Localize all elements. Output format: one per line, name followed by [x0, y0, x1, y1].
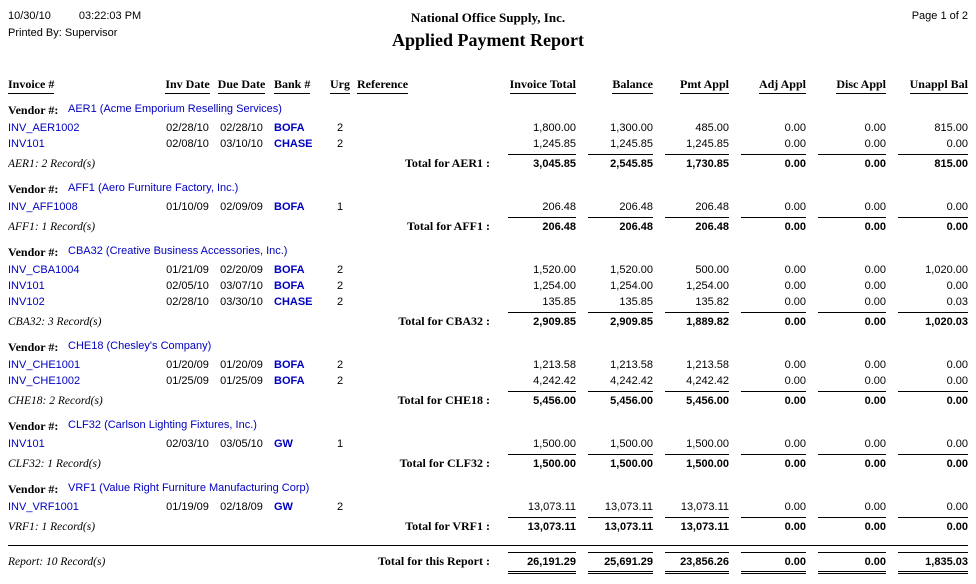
- invoice-number-link[interactable]: INV101: [8, 138, 45, 150]
- bank-link[interactable]: BOFA: [274, 359, 305, 371]
- report-total-invoice-total: 26,191.29: [508, 552, 576, 574]
- total-balance: 5,456.00: [588, 391, 653, 409]
- vendor-number-label: Vendor #:: [8, 419, 59, 433]
- group-total-label: Total for CHE18 :: [397, 393, 490, 407]
- urgency: 2: [336, 501, 344, 513]
- adj-appl: 0.00: [784, 138, 806, 150]
- adj-appl: 0.00: [784, 201, 806, 213]
- disc-appl: 0.00: [864, 264, 886, 276]
- vendor-name-link[interactable]: CLF32 (Carlson Lighting Fixtures, Inc.): [68, 419, 257, 431]
- inv-date: 02/03/10: [166, 438, 209, 450]
- pmt-appl: 1,500.00: [686, 438, 729, 450]
- unappl-bal: 0.00: [946, 375, 968, 387]
- unappl-bal: 0.00: [946, 501, 968, 513]
- total-pmt-appl: 13,073.11: [665, 517, 729, 535]
- urgency: 1: [336, 438, 344, 450]
- vendor-number-label: Vendor #:: [8, 245, 59, 259]
- invoice-number-link[interactable]: INV_AER1002: [8, 122, 80, 134]
- due-date: 01/20/09: [220, 359, 263, 371]
- total-adj-appl: 0.00: [741, 517, 806, 535]
- disc-appl: 0.00: [864, 138, 886, 150]
- col-disc-appl: Disc Appl: [836, 77, 886, 94]
- vendor-name-link[interactable]: AFF1 (Aero Furniture Factory, Inc.): [68, 182, 239, 194]
- due-date: 02/28/10: [220, 122, 263, 134]
- pmt-appl: 206.48: [695, 201, 729, 213]
- report-total-row: [8, 552, 968, 574]
- vendor-row: [8, 482, 968, 497]
- inv-date: 02/08/10: [166, 138, 209, 150]
- col-invoice-number: Invoice #: [8, 77, 54, 94]
- col-inv-date: Inv Date: [165, 77, 209, 94]
- invoice-total: 1,520.00: [533, 264, 576, 276]
- adj-appl: 0.00: [784, 375, 806, 387]
- col-invoice-total: Invoice Total: [510, 77, 576, 94]
- vendor-group: [8, 245, 968, 330]
- total-unappl-bal: 0.00: [898, 217, 968, 235]
- total-invoice-total: 3,045.85: [508, 154, 576, 172]
- report-total-label: Total for this Report :: [378, 554, 490, 568]
- pmt-appl: 4,242.42: [686, 375, 729, 387]
- pmt-appl: 500.00: [695, 264, 729, 276]
- footer-divider: [8, 545, 968, 546]
- vendor-name-link[interactable]: AER1 (Acme Emporium Reselling Services): [68, 103, 282, 115]
- report-total-adj-appl: 0.00: [741, 552, 806, 574]
- report-total-disc-appl: 0.00: [818, 552, 886, 574]
- group-total-row: [8, 517, 968, 535]
- col-balance: Balance: [612, 77, 653, 94]
- due-date: 03/30/10: [220, 296, 263, 308]
- vendor-group: [8, 419, 968, 472]
- adj-appl: 0.00: [784, 280, 806, 292]
- bank-link[interactable]: CHASE: [274, 138, 313, 150]
- invoice-row: [8, 200, 968, 216]
- total-disc-appl: 0.00: [818, 154, 886, 172]
- invoice-number-link[interactable]: INV101: [8, 280, 45, 292]
- total-adj-appl: 0.00: [741, 217, 806, 235]
- due-date: 02/20/09: [220, 264, 263, 276]
- inv-date: 01/25/09: [166, 375, 209, 387]
- total-adj-appl: 0.00: [741, 312, 806, 330]
- group-total-row: [8, 154, 968, 172]
- balance: 1,254.00: [610, 280, 653, 292]
- total-pmt-appl: 1,500.00: [665, 454, 729, 472]
- printed-by: Printed By: Supervisor: [8, 27, 118, 39]
- balance: 4,242.42: [610, 375, 653, 387]
- group-total-row: [8, 391, 968, 409]
- total-balance: 2,545.85: [588, 154, 653, 172]
- print-time: 03:22:03 PM: [78, 10, 142, 22]
- pmt-appl: 1,254.00: [686, 280, 729, 292]
- balance: 1,300.00: [610, 122, 653, 134]
- report-total-unappl-bal: 1,835.03: [898, 552, 968, 574]
- group-record-count: CLF32: 1 Record(s): [8, 458, 101, 470]
- invoice-total: 1,213.58: [533, 359, 576, 371]
- group-total-row: [8, 312, 968, 330]
- due-date: 02/09/09: [220, 201, 263, 213]
- col-bank-number: Bank #: [274, 77, 310, 94]
- total-pmt-appl: 5,456.00: [665, 391, 729, 409]
- vendor-name-link[interactable]: CHE18 (Chesley's Company): [68, 340, 212, 352]
- vendor-number-label: Vendor #:: [8, 340, 59, 354]
- report-total-pmt-appl: 23,856.26: [665, 552, 729, 574]
- disc-appl: 0.00: [864, 201, 886, 213]
- bank-link[interactable]: BOFA: [274, 280, 305, 292]
- disc-appl: 0.00: [864, 296, 886, 308]
- bank-link[interactable]: BOFA: [274, 122, 305, 134]
- total-adj-appl: 0.00: [741, 154, 806, 172]
- unappl-bal: 0.00: [946, 438, 968, 450]
- bank-link[interactable]: BOFA: [274, 201, 305, 213]
- bank-link[interactable]: BOFA: [274, 375, 305, 387]
- urgency: 2: [336, 375, 344, 387]
- group-total-label: Total for CBA32 :: [398, 314, 490, 328]
- invoice-number-link[interactable]: INV_AFF1008: [8, 201, 78, 213]
- balance: 1,245.85: [610, 138, 653, 150]
- invoice-row: [8, 121, 968, 137]
- col-reference: Reference: [357, 77, 408, 94]
- adj-appl: 0.00: [784, 122, 806, 134]
- due-date: 03/05/10: [220, 438, 263, 450]
- urgency: 2: [336, 280, 344, 292]
- group-total-label: Total for VRF1 :: [405, 519, 490, 533]
- unappl-bal: 0.00: [946, 359, 968, 371]
- invoice-row: [8, 437, 968, 453]
- vendor-row: [8, 340, 968, 355]
- invoice-row: [8, 295, 968, 311]
- disc-appl: 0.00: [864, 122, 886, 134]
- inv-date: 02/28/10: [166, 122, 209, 134]
- print-date: 10/30/10: [8, 10, 51, 22]
- vendor-name-link[interactable]: VRF1 (Value Right Furniture Manufacturing Corp): [68, 482, 310, 494]
- group-record-count: VRF1: 1 Record(s): [8, 521, 96, 533]
- page-header: [8, 10, 968, 51]
- disc-appl: 0.00: [864, 501, 886, 513]
- total-invoice-total: 2,909.85: [508, 312, 576, 330]
- group-total-row: [8, 454, 968, 472]
- disc-appl: 0.00: [864, 359, 886, 371]
- due-date: 02/18/09: [220, 501, 263, 513]
- total-disc-appl: 0.00: [818, 454, 886, 472]
- invoice-total: 206.48: [542, 201, 576, 213]
- total-adj-appl: 0.00: [741, 454, 806, 472]
- invoice-total: 1,500.00: [533, 438, 576, 450]
- unappl-bal: 0.00: [946, 138, 968, 150]
- balance: 1,520.00: [610, 264, 653, 276]
- total-unappl-bal: 0.00: [898, 454, 968, 472]
- report-record-count: Report: 10 Record(s): [8, 556, 106, 568]
- total-balance: 206.48: [588, 217, 653, 235]
- urgency: 2: [336, 359, 344, 371]
- total-disc-appl: 0.00: [818, 217, 886, 235]
- balance: 135.85: [619, 296, 653, 308]
- disc-appl: 0.00: [864, 438, 886, 450]
- due-date: 03/10/10: [220, 138, 263, 150]
- bank-link[interactable]: GW: [274, 501, 293, 513]
- total-unappl-bal: 0.00: [898, 391, 968, 409]
- pmt-appl: 1,213.58: [686, 359, 729, 371]
- inv-date: 01/10/09: [166, 201, 209, 213]
- inv-date: 02/05/10: [166, 280, 209, 292]
- total-disc-appl: 0.00: [818, 391, 886, 409]
- group-total-label: Total for CLF32 :: [399, 456, 490, 470]
- vendor-number-label: Vendor #:: [8, 103, 59, 117]
- inv-date: 01/19/09: [166, 501, 209, 513]
- total-invoice-total: 5,456.00: [508, 391, 576, 409]
- urgency: 2: [336, 138, 344, 150]
- balance: 1,213.58: [610, 359, 653, 371]
- group-record-count: CHE18: 2 Record(s): [8, 395, 103, 407]
- invoice-row: [8, 279, 968, 295]
- col-due-date: Due Date: [218, 77, 266, 94]
- bank-link[interactable]: BOFA: [274, 264, 305, 276]
- invoice-row: [8, 500, 968, 516]
- report-footer: [8, 545, 968, 574]
- group-record-count: AFF1: 1 Record(s): [8, 221, 96, 233]
- invoice-number-link[interactable]: INV_VRF1001: [8, 501, 79, 513]
- unappl-bal: 0.00: [946, 280, 968, 292]
- urgency: 2: [336, 296, 344, 308]
- total-unappl-bal: 0.00: [898, 517, 968, 535]
- adj-appl: 0.00: [784, 438, 806, 450]
- pmt-appl: 135.82: [695, 296, 729, 308]
- group-record-count: CBA32: 3 Record(s): [8, 316, 102, 328]
- total-invoice-total: 206.48: [508, 217, 576, 235]
- total-pmt-appl: 206.48: [665, 217, 729, 235]
- total-unappl-bal: 1,020.03: [898, 312, 968, 330]
- unappl-bal: 815.00: [934, 122, 968, 134]
- invoice-total: 1,245.85: [533, 138, 576, 150]
- vendor-group: [8, 482, 968, 535]
- invoice-number-link[interactable]: INV_CHE1002: [8, 375, 81, 387]
- invoice-total: 4,242.42: [533, 375, 576, 387]
- balance: 13,073.11: [604, 501, 653, 513]
- invoice-total: 1,254.00: [533, 280, 576, 292]
- inv-date: 02/28/10: [166, 296, 209, 308]
- report-title: Applied Payment Report: [392, 30, 584, 50]
- total-pmt-appl: 1,730.85: [665, 154, 729, 172]
- total-disc-appl: 0.00: [818, 517, 886, 535]
- disc-appl: 0.00: [864, 375, 886, 387]
- vendor-row: [8, 419, 968, 434]
- urgency: 2: [336, 122, 344, 134]
- balance: 206.48: [619, 201, 653, 213]
- vendor-row: [8, 245, 968, 260]
- group-total-row: [8, 217, 968, 235]
- invoice-number-link[interactable]: INV101: [8, 438, 45, 450]
- vendor-number-label: Vendor #:: [8, 182, 59, 196]
- total-pmt-appl: 1,889.82: [665, 312, 729, 330]
- vendor-group: [8, 340, 968, 409]
- due-date: 01/25/09: [220, 375, 263, 387]
- vendor-row: [8, 182, 968, 197]
- report-total-balance: 25,691.29: [588, 552, 653, 574]
- urgency: 1: [336, 201, 344, 213]
- invoice-number-link[interactable]: INV_CBA1004: [8, 264, 80, 276]
- col-adj-appl: Adj Appl: [759, 77, 806, 94]
- total-balance: 13,073.11: [588, 517, 653, 535]
- vendor-name-link[interactable]: CBA32 (Creative Business Accessories, Inc.): [68, 245, 288, 257]
- inv-date: 01/20/09: [166, 359, 209, 371]
- group-total-label: Total for AER1 :: [404, 156, 490, 170]
- col-unappl-bal: Unappl Bal: [910, 77, 968, 94]
- total-invoice-total: 13,073.11: [508, 517, 576, 535]
- group-record-count: AER1: 2 Record(s): [8, 158, 96, 170]
- disc-appl: 0.00: [864, 280, 886, 292]
- bank-link[interactable]: GW: [274, 438, 293, 450]
- total-disc-appl: 0.00: [818, 312, 886, 330]
- invoice-number-link[interactable]: INV_CHE1001: [8, 359, 81, 371]
- invoice-row: [8, 358, 968, 374]
- total-unappl-bal: 815.00: [898, 154, 968, 172]
- vendor-group: [8, 182, 968, 235]
- page-number: Page 1 of 2: [911, 10, 968, 22]
- col-urg: Urg: [330, 77, 350, 94]
- invoice-row: [8, 374, 968, 390]
- vendor-group: [8, 103, 968, 172]
- pmt-appl: 13,073.11: [680, 501, 729, 513]
- col-pmt-appl: Pmt Appl: [680, 77, 729, 94]
- unappl-bal: 0.00: [946, 201, 968, 213]
- total-invoice-total: 1,500.00: [508, 454, 576, 472]
- vendor-number-label: Vendor #:: [8, 482, 59, 496]
- group-total-label: Total for AFF1 :: [407, 219, 490, 233]
- inv-date: 01/21/09: [166, 264, 209, 276]
- column-header-row: [8, 77, 968, 94]
- adj-appl: 0.00: [784, 264, 806, 276]
- invoice-total: 1,800.00: [533, 122, 576, 134]
- invoice-total: 135.85: [542, 296, 576, 308]
- adj-appl: 0.00: [784, 296, 806, 308]
- unappl-bal: 1,020.00: [925, 264, 968, 276]
- unappl-bal: 0.03: [946, 296, 968, 308]
- adj-appl: 0.00: [784, 501, 806, 513]
- bank-link[interactable]: CHASE: [274, 296, 313, 308]
- company-name: National Office Supply, Inc.: [410, 10, 566, 25]
- invoice-total: 13,073.11: [527, 501, 576, 513]
- balance: 1,500.00: [610, 438, 653, 450]
- total-balance: 1,500.00: [588, 454, 653, 472]
- urgency: 2: [336, 264, 344, 276]
- adj-appl: 0.00: [784, 359, 806, 371]
- invoice-number-link[interactable]: INV102: [8, 296, 45, 308]
- pmt-appl: 1,245.85: [686, 138, 729, 150]
- vendor-row: [8, 103, 968, 118]
- pmt-appl: 485.00: [695, 122, 729, 134]
- invoice-row: [8, 263, 968, 279]
- invoice-row: [8, 137, 968, 153]
- due-date: 03/07/10: [220, 280, 263, 292]
- total-adj-appl: 0.00: [741, 391, 806, 409]
- total-balance: 2,909.85: [588, 312, 653, 330]
